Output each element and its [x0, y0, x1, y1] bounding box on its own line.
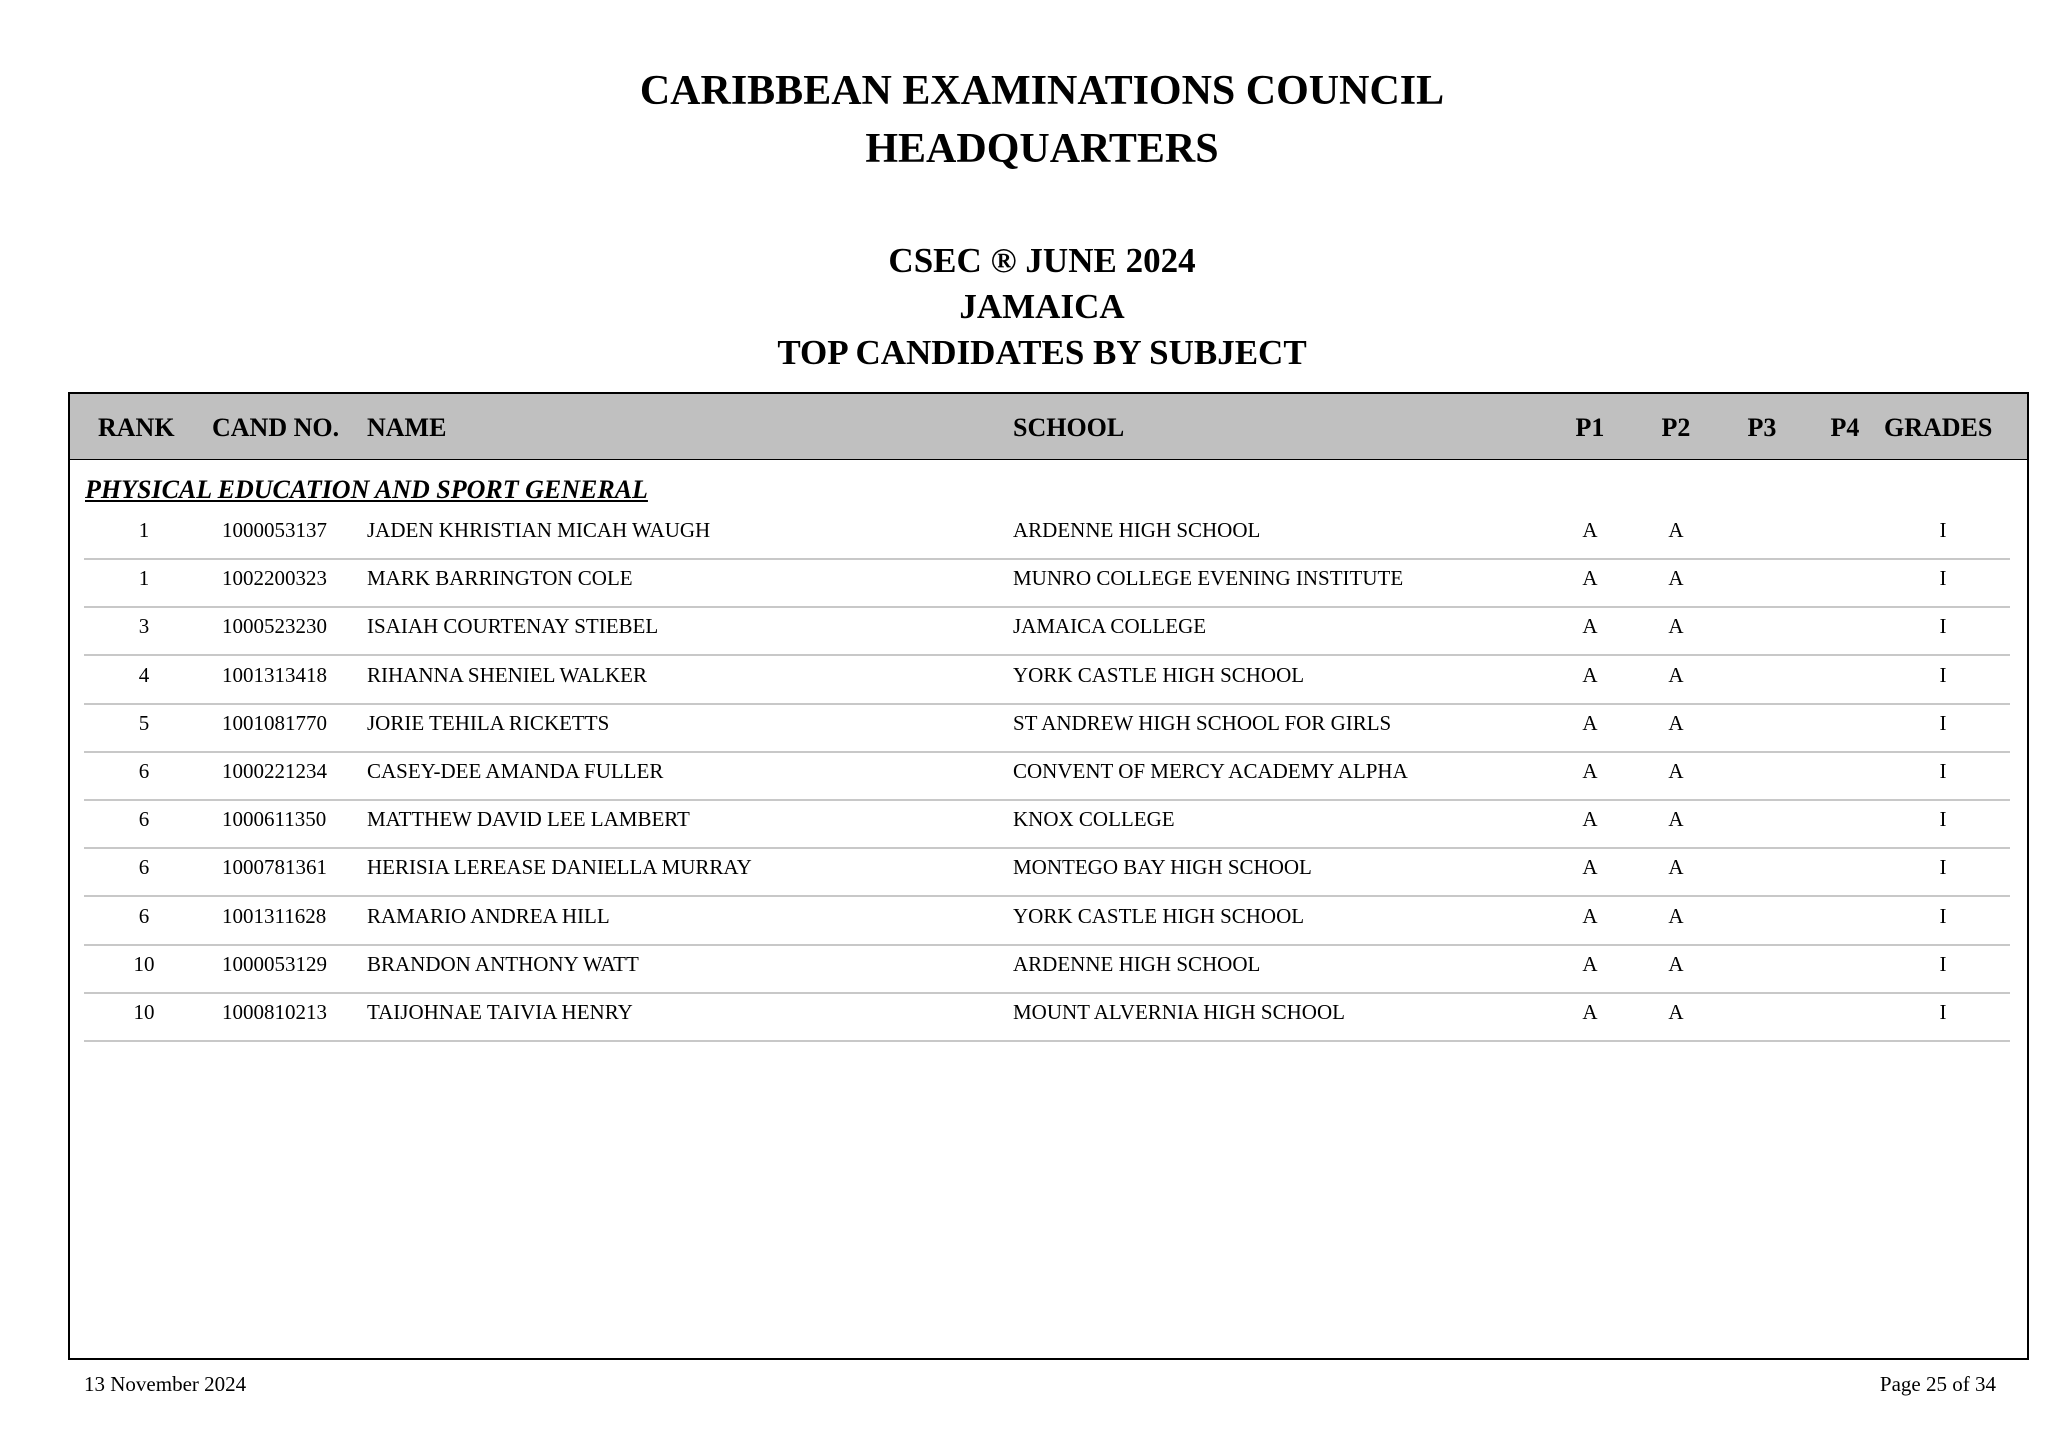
rank-cell: 6 — [138, 903, 150, 928]
table-row — [84, 655, 2010, 705]
rank-cell: 6 — [138, 759, 150, 783]
p1-cell: A — [1582, 807, 1598, 832]
p3-cell — [1737, 558, 1787, 606]
school-cell: YORK CASTLE HIGH SCHOOL — [1013, 662, 1305, 687]
grade-cell: I — [1939, 951, 1947, 976]
cand-no-cell: 1000053137 — [222, 518, 327, 542]
name-cell: RIHANNA SHENIEL WALKER — [367, 662, 647, 687]
col-rank-header: RANK — [98, 413, 175, 442]
school-cell: JAMAICA COLLEGE — [1013, 614, 1207, 639]
p4-cell — [1820, 558, 1870, 606]
grade-cell: I — [1939, 807, 1947, 832]
school-cell: ST ANDREW HIGH SCHOOL FOR GIRLS — [1013, 710, 1392, 735]
grade-cell: I — [1939, 566, 1947, 591]
p4-cell — [1820, 799, 1870, 847]
name-cell: JORIE TEHILA RICKETTS — [367, 710, 610, 735]
cand-no-cell: 1002200323 — [222, 566, 327, 591]
rank-cell: 10 — [133, 951, 155, 976]
grade-cell: I — [1939, 518, 1947, 542]
col-grades-header: GRADES — [1884, 413, 1993, 442]
table-row — [84, 992, 2010, 1042]
col-p4-header: P4 — [1830, 413, 1860, 442]
p1-cell: A — [1582, 759, 1598, 783]
name-cell: MATTHEW DAVID LEE LAMBERT — [367, 807, 690, 832]
col-school-header: SCHOOL — [1013, 413, 1125, 442]
table-row — [84, 606, 2010, 656]
p3-cell — [1737, 896, 1787, 944]
p2-cell: A — [1668, 759, 1684, 783]
name-cell: TAIJOHNAE TAIVIA HENRY — [367, 1000, 633, 1024]
p2-cell: A — [1668, 807, 1684, 832]
table-row — [84, 799, 2010, 849]
name-cell: RAMARIO ANDREA HILL — [367, 903, 610, 928]
report-title: TOP CANDIDATES BY SUBJECT — [777, 333, 1307, 372]
rank-cell: 1 — [138, 566, 150, 591]
rank-cell: 6 — [138, 855, 150, 880]
p4-cell — [1820, 703, 1870, 751]
p4-cell — [1820, 655, 1870, 703]
p4-cell — [1820, 606, 1870, 654]
p4-cell — [1820, 847, 1870, 895]
p1-cell: A — [1582, 566, 1598, 591]
org-title: CARIBBEAN EXAMINATIONS COUNCIL — [639, 68, 1445, 114]
table-row — [84, 510, 2010, 560]
office-title: HEADQUARTERS — [865, 126, 1219, 172]
p3-cell — [1737, 510, 1787, 558]
p1-cell: A — [1582, 903, 1598, 928]
table-row — [84, 896, 2010, 946]
p2-cell: A — [1668, 614, 1684, 639]
name-cell: MARK BARRINGTON COLE — [367, 566, 633, 591]
subject-heading: PHYSICAL EDUCATION AND SPORT GENERAL — [85, 475, 648, 504]
p2-cell: A — [1668, 855, 1684, 880]
p4-cell — [1820, 751, 1870, 799]
school-cell: MONTEGO BAY HIGH SCHOOL — [1013, 855, 1312, 880]
p2-cell: A — [1668, 1000, 1684, 1024]
name-cell: JADEN KHRISTIAN MICAH WAUGH — [367, 518, 711, 542]
cand-no-cell: 1000611350 — [222, 807, 327, 832]
table-row — [84, 847, 2010, 897]
p3-cell — [1737, 944, 1787, 992]
grade-cell: I — [1939, 710, 1947, 735]
school-cell: MOUNT ALVERNIA HIGH SCHOOL — [1013, 1000, 1345, 1024]
p3-cell — [1737, 606, 1787, 654]
rank-cell: 1 — [138, 518, 150, 542]
name-cell: BRANDON ANTHONY WATT — [367, 951, 639, 976]
rank-cell: 5 — [138, 710, 150, 735]
p4-cell — [1820, 510, 1870, 558]
table-header — [70, 394, 2027, 460]
p1-cell: A — [1582, 662, 1598, 687]
p1-cell: A — [1582, 951, 1598, 976]
p1-cell: A — [1582, 614, 1598, 639]
grade-cell: I — [1939, 855, 1947, 880]
cand-no-cell: 1000523230 — [222, 614, 327, 639]
p3-cell — [1737, 751, 1787, 799]
rank-cell: 10 — [133, 1000, 155, 1024]
school-cell: CONVENT OF MERCY ACADEMY ALPHA — [1013, 759, 1408, 783]
school-cell: MUNRO COLLEGE EVENING INSTITUTE — [1013, 566, 1404, 591]
school-cell: KNOX COLLEGE — [1013, 807, 1175, 832]
p3-cell — [1737, 703, 1787, 751]
p1-cell: A — [1582, 518, 1598, 542]
school-cell: YORK CASTLE HIGH SCHOOL — [1013, 903, 1305, 928]
grade-cell: I — [1939, 662, 1947, 687]
school-cell: ARDENNE HIGH SCHOOL — [1013, 951, 1261, 976]
results-table — [68, 392, 2029, 1360]
col-name-header: NAME — [367, 413, 447, 442]
name-cell: CASEY-DEE AMANDA FULLER — [367, 759, 664, 783]
cand-no-cell: 1000221234 — [222, 759, 327, 783]
p4-cell — [1820, 944, 1870, 992]
col-p1-header: P1 — [1575, 413, 1605, 442]
p1-cell: A — [1582, 710, 1598, 735]
grade-cell: I — [1939, 614, 1947, 639]
table-row — [84, 703, 2010, 753]
p1-cell: A — [1582, 1000, 1598, 1024]
p1-cell: A — [1582, 855, 1598, 880]
page-number: Page 25 of 34 — [1879, 1372, 1996, 1396]
p3-cell — [1737, 799, 1787, 847]
p2-cell: A — [1668, 951, 1684, 976]
name-cell: HERISIA LEREASE DANIELLA MURRAY — [367, 855, 752, 880]
cand-no-cell: 1001311628 — [222, 903, 327, 928]
p2-cell: A — [1668, 662, 1684, 687]
p2-cell: A — [1668, 903, 1684, 928]
p4-cell — [1820, 896, 1870, 944]
p3-cell — [1737, 992, 1787, 1040]
grade-cell: I — [1939, 759, 1947, 783]
table-row — [84, 558, 2010, 608]
name-cell: ISAIAH COURTENAY STIEBEL — [367, 614, 659, 639]
grade-cell: I — [1939, 903, 1947, 928]
cand-no-cell: 1000053129 — [222, 951, 327, 976]
cand-no-cell: 1000810213 — [222, 1000, 327, 1024]
grade-cell: I — [1939, 1000, 1947, 1024]
p3-cell — [1737, 847, 1787, 895]
school-cell: ARDENNE HIGH SCHOOL — [1013, 518, 1261, 542]
table-row — [84, 944, 2010, 994]
exam-title: CSEC ® JUNE 2024 — [888, 241, 1196, 280]
p4-cell — [1820, 992, 1870, 1040]
col-cand-no-header: CAND NO. — [212, 413, 340, 442]
p3-cell — [1737, 655, 1787, 703]
rank-cell: 6 — [138, 807, 150, 832]
p2-cell: A — [1668, 518, 1684, 542]
col-p3-header: P3 — [1747, 413, 1777, 442]
rank-cell: 4 — [138, 662, 150, 687]
cand-no-cell: 1000781361 — [222, 855, 327, 880]
report-date: 13 November 2024 — [84, 1372, 247, 1396]
p2-cell: A — [1668, 710, 1684, 735]
cand-no-cell: 1001081770 — [222, 710, 327, 735]
rank-cell: 3 — [138, 614, 150, 639]
table-row — [84, 751, 2010, 801]
p2-cell: A — [1668, 566, 1684, 591]
cand-no-cell: 1001313418 — [222, 662, 327, 687]
col-p2-header: P2 — [1661, 413, 1691, 442]
country-title: JAMAICA — [959, 287, 1125, 326]
